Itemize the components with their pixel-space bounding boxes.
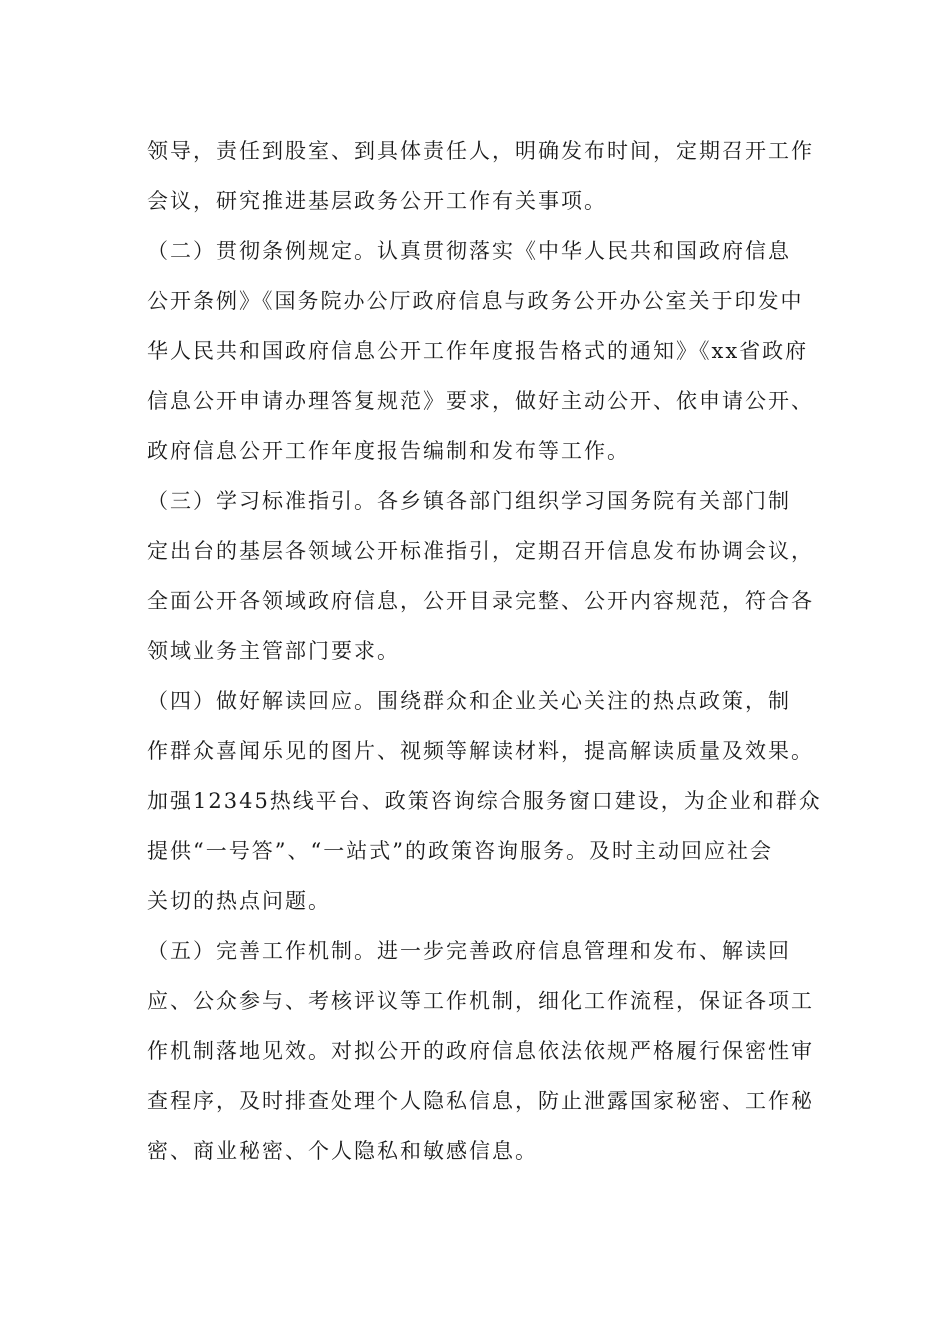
text-line: 查程序，及时排查处理个人隐私信息，防止泄露国家秘密、工作秘 [147, 1089, 814, 1113]
text-line: 领域业务主管部门要求。 [147, 639, 400, 663]
text-line: 密、商业秘密、个人隐私和敏感信息。 [147, 1139, 538, 1163]
text-line: 应、公众参与、考核评议等工作机制，细化工作流程，保证各项工 [147, 989, 814, 1013]
text-line: （五）完善工作机制。进一步完善政府信息管理和发布、解读回 [147, 939, 791, 963]
text-line: 全面公开各领域政府信息，公开目录完整、公开内容规范，符合各 [147, 589, 814, 613]
text-line: 公开条例》《国务院办公厅政府信息与政务公开办公室关于印发中 [147, 289, 804, 313]
text-line: 提供“一号答”、“一站式”的政策咨询服务。及时主动回应社会 [147, 839, 773, 863]
text-line: 华人民共和国政府信息公开工作年度报告格式的通知》《xx省政府 [147, 339, 809, 363]
text-line: 关切的热点问题。 [147, 889, 331, 913]
text-line: 政府信息公开工作年度报告编制和发布等工作。 [147, 439, 630, 463]
text-line: 信息公开申请办理答复规范》要求，做好主动公开、依申请公开、 [147, 389, 814, 413]
text-line: 作群众喜闻乐见的图片、视频等解读材料，提高解读质量及效果。 [147, 739, 814, 763]
text-line: 领导，责任到股室、到具体责任人，明确发布时间，定期召开工作 [147, 139, 814, 163]
text-line: 会议，研究推进基层政务公开工作有关事项。 [147, 189, 607, 213]
text-line: 加强12345热线平台、政策咨询综合服务窗口建设，为企业和群众 [147, 789, 822, 813]
text-line: （四）做好解读回应。围绕群众和企业关心关注的热点政策，制 [147, 689, 791, 713]
text-line: 定出台的基层各领域公开标准指引，定期召开信息发布协调会议， [147, 539, 814, 563]
text-line: （二）贯彻条例规定。认真贯彻落实《中华人民共和国政府信息 [147, 239, 791, 263]
document-body [147, 126, 822, 1176]
text-line: 作机制落地见效。对拟公开的政府信息依法依规严格履行保密性审 [147, 1039, 814, 1063]
text-line: （三）学习标准指引。各乡镇各部门组织学习国务院有关部门制 [147, 489, 791, 513]
